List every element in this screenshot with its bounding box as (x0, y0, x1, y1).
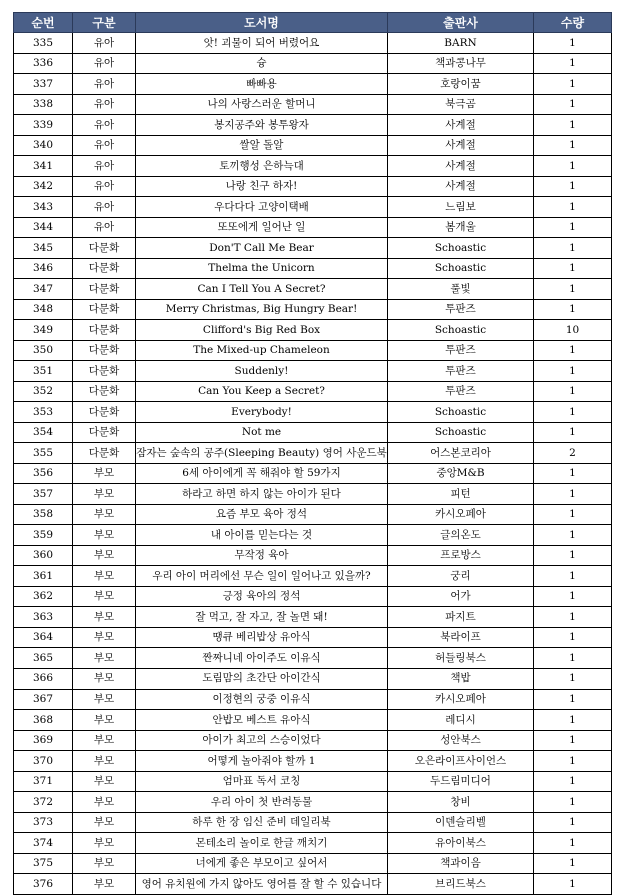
cell-category: 다문화 (73, 299, 136, 320)
table-row (14, 443, 612, 464)
cell-book-title: Everybody! (136, 402, 388, 423)
table-row (14, 484, 612, 505)
cell-publisher: 중앙M&B (388, 463, 534, 484)
cell-category: 다문화 (73, 279, 136, 300)
cell-book-title: 나랑 친구 하자! (136, 176, 388, 197)
cell-number: 347 (14, 279, 73, 300)
cell-quantity: 1 (534, 402, 612, 423)
cell-category: 다문화 (73, 381, 136, 402)
cell-book-title: 6세 아이에게 꼭 해줘야 할 59가지 (136, 463, 388, 484)
cell-category: 부모 (73, 792, 136, 813)
table-row (14, 710, 612, 731)
cell-category: 부모 (73, 627, 136, 648)
cell-publisher: 유아이북스 (388, 833, 534, 854)
cell-quantity: 1 (534, 176, 612, 197)
cell-number: 372 (14, 792, 73, 813)
cell-quantity: 1 (534, 545, 612, 566)
table-row (14, 197, 612, 218)
table-row (14, 792, 612, 813)
table-row (14, 217, 612, 238)
table-row (14, 874, 612, 895)
table-row (14, 115, 612, 136)
cell-publisher: 어스본코리아 (388, 443, 534, 464)
cell-publisher: 사계절 (388, 176, 534, 197)
cell-publisher: Schoastic (388, 422, 534, 443)
cell-publisher: 사계절 (388, 135, 534, 156)
cell-category: 부모 (73, 545, 136, 566)
cell-category: 부모 (73, 812, 136, 833)
cell-publisher: 북라이프 (388, 627, 534, 648)
cell-publisher: 투판즈 (388, 381, 534, 402)
cell-category: 유아 (73, 94, 136, 115)
cell-publisher: 궁리 (388, 566, 534, 587)
cell-publisher: 성안북스 (388, 730, 534, 751)
cell-number: 343 (14, 197, 73, 218)
cell-publisher: 투판즈 (388, 340, 534, 361)
cell-number: 366 (14, 668, 73, 689)
cell-quantity: 1 (534, 751, 612, 772)
cell-book-title: Can You Keep a Secret? (136, 381, 388, 402)
cell-category: 유아 (73, 217, 136, 238)
cell-quantity: 1 (534, 381, 612, 402)
cell-publisher: 책과콩나무 (388, 53, 534, 74)
cell-category: 부모 (73, 566, 136, 587)
table-row (14, 156, 612, 177)
cell-number: 359 (14, 525, 73, 546)
table-row (14, 545, 612, 566)
cell-quantity: 1 (534, 33, 612, 54)
cell-number: 360 (14, 545, 73, 566)
cell-quantity: 2 (534, 443, 612, 464)
cell-category: 유아 (73, 115, 136, 136)
cell-book-title: 잘 먹고, 잘 자고, 잘 놀면 돼! (136, 607, 388, 628)
cell-quantity: 1 (534, 115, 612, 136)
cell-number: 336 (14, 53, 73, 74)
table-row (14, 258, 612, 279)
cell-quantity: 1 (534, 771, 612, 792)
header-category: 구분 (73, 13, 136, 33)
cell-book-title: Clifford's Big Red Box (136, 320, 388, 341)
cell-publisher: 파지트 (388, 607, 534, 628)
cell-quantity: 1 (534, 484, 612, 505)
cell-number: 369 (14, 730, 73, 751)
cell-book-title: 아이가 최고의 스승이었다 (136, 730, 388, 751)
cell-number: 353 (14, 402, 73, 423)
cell-publisher: 책밥 (388, 668, 534, 689)
cell-category: 유아 (73, 74, 136, 95)
table-row (14, 853, 612, 874)
cell-book-title: Suddenly! (136, 361, 388, 382)
cell-category: 부모 (73, 668, 136, 689)
cell-book-title: 어떻게 놀아줘야 할까 1 (136, 751, 388, 772)
cell-category: 유아 (73, 33, 136, 54)
cell-book-title: 요즘 부모 육아 정석 (136, 504, 388, 525)
cell-number: 339 (14, 115, 73, 136)
cell-category: 부모 (73, 504, 136, 525)
cell-publisher: 피턴 (388, 484, 534, 505)
cell-number: 342 (14, 176, 73, 197)
cell-book-title: Merry Christmas, Big Hungry Bear! (136, 299, 388, 320)
cell-number: 346 (14, 258, 73, 279)
table-row (14, 607, 612, 628)
cell-quantity: 1 (534, 422, 612, 443)
cell-category: 부모 (73, 710, 136, 731)
cell-book-title: 나의 사랑스러운 할머니 (136, 94, 388, 115)
cell-quantity: 1 (534, 217, 612, 238)
table-row (14, 463, 612, 484)
cell-category: 다문화 (73, 258, 136, 279)
cell-book-title: 또또에게 일어난 일 (136, 217, 388, 238)
table-row (14, 94, 612, 115)
cell-number: 376 (14, 874, 73, 895)
cell-book-title: 몬테소리 놀이로 한글 깨치기 (136, 833, 388, 854)
cell-number: 365 (14, 648, 73, 669)
cell-book-title: 도림맘의 초간단 아이간식 (136, 668, 388, 689)
header-row (14, 13, 612, 33)
table-row (14, 586, 612, 607)
cell-quantity: 1 (534, 607, 612, 628)
cell-quantity: 1 (534, 668, 612, 689)
cell-category: 부모 (73, 853, 136, 874)
cell-book-title: 무작정 육아 (136, 545, 388, 566)
cell-quantity: 1 (534, 340, 612, 361)
cell-category: 유아 (73, 197, 136, 218)
cell-category: 부모 (73, 874, 136, 895)
cell-publisher: Schoastic (388, 320, 534, 341)
book-list-table (13, 12, 612, 895)
cell-quantity: 1 (534, 627, 612, 648)
cell-category: 다문화 (73, 340, 136, 361)
cell-publisher: 오은라이프사이언스 (388, 751, 534, 772)
cell-quantity: 1 (534, 586, 612, 607)
cell-number: 364 (14, 627, 73, 648)
header-book-title: 도서명 (136, 13, 388, 33)
cell-publisher: Schoastic (388, 238, 534, 259)
cell-number: 344 (14, 217, 73, 238)
table-row (14, 730, 612, 751)
cell-category: 다문화 (73, 320, 136, 341)
table-row (14, 320, 612, 341)
cell-publisher: 북극곰 (388, 94, 534, 115)
cell-quantity: 1 (534, 463, 612, 484)
cell-category: 부모 (73, 463, 136, 484)
cell-number: 358 (14, 504, 73, 525)
cell-number: 370 (14, 751, 73, 772)
cell-book-title: 우리 아이 첫 반려동물 (136, 792, 388, 813)
cell-publisher: 풀빛 (388, 279, 534, 300)
cell-category: 부모 (73, 586, 136, 607)
table-row (14, 135, 612, 156)
cell-book-title: Not me (136, 422, 388, 443)
cell-category: 부모 (73, 833, 136, 854)
cell-publisher: 레디시 (388, 710, 534, 731)
table-row (14, 751, 612, 772)
cell-category: 다문화 (73, 422, 136, 443)
table-row (14, 422, 612, 443)
cell-number: 338 (14, 94, 73, 115)
cell-book-title: 하루 한 장 임신 준비 데일리북 (136, 812, 388, 833)
cell-publisher: 두드림미디어 (388, 771, 534, 792)
cell-quantity: 1 (534, 710, 612, 731)
cell-category: 부모 (73, 689, 136, 710)
cell-publisher: 이덴슬리벨 (388, 812, 534, 833)
cell-number: 361 (14, 566, 73, 587)
cell-book-title: 안밥모 베스트 유아식 (136, 710, 388, 731)
cell-book-title: 빠빠용 (136, 74, 388, 95)
table-row (14, 833, 612, 854)
cell-book-title: 슝 (136, 53, 388, 74)
cell-category: 부모 (73, 751, 136, 772)
cell-number: 355 (14, 443, 73, 464)
table-row (14, 566, 612, 587)
cell-book-title: 우다다다 고양이택배 (136, 197, 388, 218)
cell-number: 351 (14, 361, 73, 382)
cell-publisher: Schoastic (388, 258, 534, 279)
table-row (14, 361, 612, 382)
cell-category: 유아 (73, 156, 136, 177)
cell-category: 유아 (73, 53, 136, 74)
table-row (14, 504, 612, 525)
cell-quantity: 1 (534, 299, 612, 320)
cell-number: 357 (14, 484, 73, 505)
cell-book-title: 짠짜니네 아이주도 이유식 (136, 648, 388, 669)
cell-publisher: 허들링북스 (388, 648, 534, 669)
cell-number: 345 (14, 238, 73, 259)
cell-publisher: 호랑이꿈 (388, 74, 534, 95)
cell-number: 350 (14, 340, 73, 361)
cell-book-title: 이정현의 궁중 이유식 (136, 689, 388, 710)
cell-quantity: 1 (534, 853, 612, 874)
table-row (14, 627, 612, 648)
cell-publisher: Schoastic (388, 402, 534, 423)
cell-publisher: 느림보 (388, 197, 534, 218)
cell-publisher: 투판즈 (388, 299, 534, 320)
cell-book-title: Can I Tell You A Secret? (136, 279, 388, 300)
table-row (14, 381, 612, 402)
cell-category: 부모 (73, 730, 136, 751)
cell-number: 348 (14, 299, 73, 320)
cell-quantity: 1 (534, 135, 612, 156)
cell-publisher: 브리드북스 (388, 874, 534, 895)
cell-category: 부모 (73, 607, 136, 628)
cell-quantity: 1 (534, 156, 612, 177)
cell-quantity: 1 (534, 258, 612, 279)
cell-quantity: 1 (534, 689, 612, 710)
cell-category: 다문화 (73, 402, 136, 423)
table-row (14, 525, 612, 546)
cell-book-title: Don'T Call Me Bear (136, 238, 388, 259)
cell-category: 부모 (73, 648, 136, 669)
cell-number: 375 (14, 853, 73, 874)
cell-book-title: 앗! 괴물이 되어 버렸어요 (136, 33, 388, 54)
cell-book-title: 엄마표 독서 코칭 (136, 771, 388, 792)
cell-number: 335 (14, 33, 73, 54)
cell-book-title: 하라고 하면 하지 않는 아이가 된다 (136, 484, 388, 505)
cell-category: 유아 (73, 176, 136, 197)
table-row (14, 668, 612, 689)
cell-publisher: 카시오페아 (388, 504, 534, 525)
cell-publisher: 글의온도 (388, 525, 534, 546)
table-row (14, 238, 612, 259)
cell-book-title: 영어 유치원에 가지 않아도 영어를 잘 할 수 있습니다 (136, 874, 388, 895)
cell-number: 367 (14, 689, 73, 710)
cell-book-title: 토끼행성 은하늑대 (136, 156, 388, 177)
cell-quantity: 1 (534, 279, 612, 300)
table-body (14, 33, 612, 895)
cell-book-title: 땡큐 베리밥상 유아식 (136, 627, 388, 648)
cell-quantity: 10 (534, 320, 612, 341)
cell-book-title: 너에게 좋은 부모이고 싶어서 (136, 853, 388, 874)
cell-quantity: 1 (534, 94, 612, 115)
table-header (14, 13, 612, 33)
cell-book-title: 봉지공주와 봉투왕자 (136, 115, 388, 136)
cell-quantity: 1 (534, 504, 612, 525)
cell-quantity: 1 (534, 812, 612, 833)
cell-number: 349 (14, 320, 73, 341)
cell-quantity: 1 (534, 74, 612, 95)
header-quantity: 수량 (534, 13, 612, 33)
header-publisher: 출판사 (388, 13, 534, 33)
cell-number: 356 (14, 463, 73, 484)
cell-number: 354 (14, 422, 73, 443)
cell-number: 374 (14, 833, 73, 854)
table-row (14, 279, 612, 300)
cell-publisher: 사계절 (388, 115, 534, 136)
cell-number: 373 (14, 812, 73, 833)
cell-book-title: 잠자는 숲속의 공주(Sleeping Beauty) 영어 사운드북 (136, 443, 388, 464)
cell-quantity: 1 (534, 361, 612, 382)
cell-number: 363 (14, 607, 73, 628)
cell-publisher: 프로방스 (388, 545, 534, 566)
cell-publisher: 창비 (388, 792, 534, 813)
table-row (14, 299, 612, 320)
cell-number: 352 (14, 381, 73, 402)
cell-quantity: 1 (534, 648, 612, 669)
table-row (14, 648, 612, 669)
cell-book-title: 내 아이를 믿는다는 것 (136, 525, 388, 546)
cell-book-title: Thelma the Unicorn (136, 258, 388, 279)
cell-publisher: 책과이음 (388, 853, 534, 874)
cell-book-title: The Mixed-up Chameleon (136, 340, 388, 361)
cell-quantity: 1 (534, 525, 612, 546)
cell-quantity: 1 (534, 566, 612, 587)
cell-quantity: 1 (534, 730, 612, 751)
cell-quantity: 1 (534, 53, 612, 74)
cell-publisher: 어가 (388, 586, 534, 607)
cell-number: 340 (14, 135, 73, 156)
cell-quantity: 1 (534, 792, 612, 813)
table-row (14, 74, 612, 95)
table-row (14, 340, 612, 361)
cell-number: 368 (14, 710, 73, 731)
cell-publisher: 카시오페아 (388, 689, 534, 710)
cell-quantity: 1 (534, 874, 612, 895)
cell-number: 371 (14, 771, 73, 792)
cell-publisher: 봄개울 (388, 217, 534, 238)
table-row (14, 771, 612, 792)
cell-quantity: 1 (534, 197, 612, 218)
cell-category: 부모 (73, 771, 136, 792)
cell-book-title: 쌀알 돌알 (136, 135, 388, 156)
cell-quantity: 1 (534, 238, 612, 259)
table-row (14, 176, 612, 197)
cell-publisher: 사계절 (388, 156, 534, 177)
cell-category: 유아 (73, 135, 136, 156)
cell-category: 다문화 (73, 361, 136, 382)
cell-category: 다문화 (73, 238, 136, 259)
cell-book-title: 우리 아이 머리에선 무슨 일이 일어나고 있을까? (136, 566, 388, 587)
cell-category: 부모 (73, 525, 136, 546)
cell-quantity: 1 (534, 833, 612, 854)
cell-number: 341 (14, 156, 73, 177)
cell-number: 362 (14, 586, 73, 607)
cell-publisher: 투판즈 (388, 361, 534, 382)
table-row (14, 402, 612, 423)
cell-category: 부모 (73, 484, 136, 505)
table-row (14, 812, 612, 833)
cell-book-title: 긍정 육아의 정석 (136, 586, 388, 607)
cell-publisher: BARN (388, 33, 534, 54)
table-row (14, 33, 612, 54)
cell-number: 337 (14, 74, 73, 95)
table-row (14, 53, 612, 74)
table-row (14, 689, 612, 710)
cell-category: 다문화 (73, 443, 136, 464)
header-number: 순번 (14, 13, 73, 33)
